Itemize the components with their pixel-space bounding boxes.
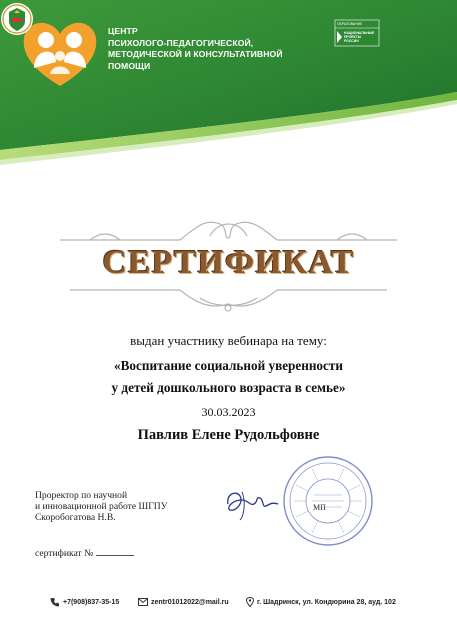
signatory-name: Скоробогатова Н.В.	[35, 512, 116, 523]
stamp-mark: МП	[313, 503, 326, 512]
official-stamp	[282, 455, 374, 547]
org-name-line: МЕТОДИЧЕСКОЙ И КОНСУЛЬТАТИВНОЙ	[108, 49, 283, 59]
signatory-line: и инновационной работе ШГПУ	[35, 501, 168, 512]
footer-address	[246, 596, 396, 610]
org-name-line: ПОМОЩИ	[108, 60, 151, 71]
signatory-line: Проректор по научной	[35, 490, 128, 501]
footer-phone	[50, 596, 119, 610]
certificate-number-label: сертификат №	[35, 548, 94, 559]
header-banner	[0, 0, 457, 165]
issued-text: выдан участнику вебинара на тему:	[130, 333, 327, 348]
certificate-title: СЕРТИФИКАТ	[102, 244, 355, 281]
national-projects-logo	[334, 19, 380, 47]
email-text: zentr01012022@mail.ru	[151, 599, 229, 606]
org-name-line: ЦЕНТР	[108, 26, 138, 36]
webinar-topic	[60, 355, 397, 399]
topic-line: у детей дошкольного возраста в семье»	[111, 380, 346, 395]
topic-line: «Воспитание социальной уверенности	[114, 358, 343, 373]
phone-text: +7(908)837-35-15	[63, 599, 120, 606]
mail-icon	[138, 598, 148, 606]
signatory-block	[35, 490, 205, 523]
location-icon	[246, 597, 254, 607]
emblem-icon	[0, 0, 34, 38]
recipient-name: Павлив Елене Рудольфовне	[137, 427, 320, 443]
national-project-edu-label: ОБРАЗОВАНИЕ	[337, 22, 363, 26]
certificate-date: 30.03.2023	[201, 405, 256, 419]
phone-icon	[50, 597, 60, 607]
certificate-number-blank	[96, 548, 134, 556]
national-project-label: НАЦИОНАЛЬНЫЕ ПРОЕКТЫ РОССИИ	[344, 31, 375, 43]
signature	[222, 482, 282, 522]
organization-name	[108, 26, 313, 72]
footer-contacts	[0, 596, 457, 610]
footer-email	[138, 596, 229, 610]
org-name-line: ПСИХОЛОГО-ПЕДАГОГИЧЕСКОЙ,	[108, 37, 254, 48]
certificate-number	[35, 548, 134, 559]
address-text: г. Шадринск, ул. Кондюрина 28, ауд. 102	[257, 599, 396, 606]
